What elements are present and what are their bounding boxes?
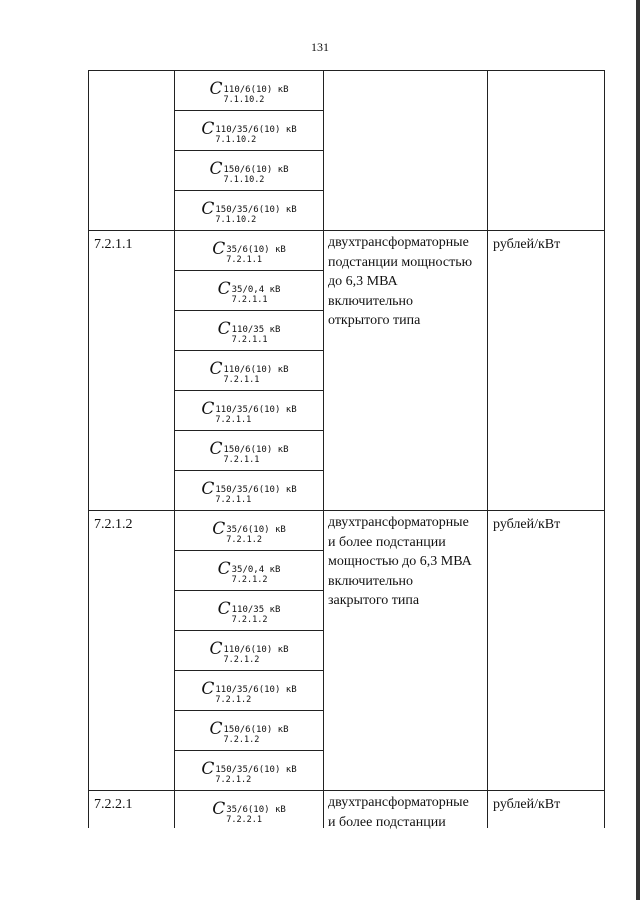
formula-symbol: C [209, 719, 223, 739]
formula-tariff-coefficient [175, 755, 323, 785]
formula-indices [223, 725, 288, 745]
formula-cell-border [174, 350, 324, 351]
formula-cell-border [174, 430, 324, 431]
row-code: 7.2.1.2 [94, 517, 133, 532]
formula-symbol: C [201, 679, 215, 699]
formula-indices [215, 765, 296, 785]
formula-tariff-coefficient [175, 235, 323, 265]
row-unit: рублей/кВт [493, 517, 561, 532]
formula-symbol: C [217, 279, 231, 299]
formula-symbol: C [209, 159, 223, 179]
formula-superscript: 35/6(10) кВ [226, 525, 286, 535]
formula-indices [232, 605, 281, 625]
formula-superscript: 150/35/6(10) кВ [215, 765, 297, 775]
formula-tariff-coefficient [175, 715, 323, 745]
row-description: двухтрансформаторные и более подстанции мощностью до 6,3 МВА включительно закрытого типа [328, 515, 472, 608]
formula-superscript: 150/6(10) кВ [223, 165, 289, 175]
formula-subscript: 7.2.1.1 [215, 415, 252, 425]
formula-indices [223, 445, 288, 465]
row-unit: рублей/кВт [493, 237, 561, 252]
formula-cell-border [174, 310, 324, 311]
formula-indices [223, 645, 288, 665]
formula-tariff-coefficient [175, 115, 323, 145]
formula-tariff-coefficient [175, 395, 323, 425]
formula-symbol: C [217, 599, 231, 619]
row-description: двухтрансформаторные подстанции мощностью до 6,3 МВА включительно открытого типа [328, 235, 473, 328]
formula-indices [223, 165, 288, 185]
formula-subscript: 7.1.10.2 [223, 95, 265, 105]
formula-subscript: 7.2.1.1 [231, 335, 268, 345]
formula-tariff-coefficient [175, 635, 323, 665]
formula-subscript: 7.2.1.2 [215, 775, 252, 785]
formula-symbol: C [209, 439, 223, 459]
formula-tariff-coefficient [175, 315, 323, 345]
row-code: 7.2.1.1 [94, 237, 133, 252]
page-number: 131 [311, 40, 329, 54]
formula-superscript: 110/35 кВ [231, 325, 281, 335]
formula-symbol: C [209, 79, 223, 99]
formula-superscript: 35/6(10) кВ [226, 245, 286, 255]
formula-subscript: 7.1.10.2 [215, 135, 257, 145]
formula-indices [232, 325, 281, 345]
formula-indices [223, 365, 288, 385]
formula-indices [232, 565, 281, 585]
formula-cell-border [174, 390, 324, 391]
formula-tariff-coefficient [175, 475, 323, 505]
formula-superscript: 110/35 кВ [231, 605, 281, 615]
formula-subscript: 7.2.2.1 [226, 815, 263, 825]
formula-subscript: 7.2.1.2 [223, 655, 260, 665]
formula-tariff-coefficient [175, 515, 323, 545]
formula-symbol: C [201, 199, 215, 219]
row-description: двухтрансформаторные и более подстанции [328, 795, 469, 830]
formula-symbol: C [212, 519, 226, 539]
formula-symbol: C [201, 759, 215, 779]
formula-subscript: 7.2.1.2 [226, 535, 263, 545]
formula-subscript: 7.2.1.2 [231, 575, 268, 585]
formula-symbol: C [212, 799, 226, 819]
formula-symbol: C [217, 319, 231, 339]
formula-symbol: C [201, 119, 215, 139]
column-border [88, 70, 89, 828]
formula-indices [232, 285, 281, 305]
formula-subscript: 7.1.10.2 [215, 215, 257, 225]
row-border [88, 230, 605, 231]
formula-tariff-coefficient [175, 795, 323, 825]
formula-subscript: 7.2.1.1 [231, 295, 268, 305]
formula-superscript: 35/6(10) кВ [226, 805, 286, 815]
formula-indices [223, 85, 288, 105]
formula-tariff-coefficient [175, 555, 323, 585]
column-border [487, 70, 488, 828]
formula-symbol: C [212, 239, 226, 259]
formula-tariff-coefficient [175, 435, 323, 465]
formula-indices [226, 805, 286, 825]
formula-symbol: C [217, 559, 231, 579]
formula-superscript: 35/0,4 кВ [231, 285, 281, 295]
scan-edge-right [636, 0, 640, 900]
formula-cell-border [174, 590, 324, 591]
formula-cell-border [174, 710, 324, 711]
formula-indices [226, 525, 286, 545]
formula-subscript: 7.2.1.2 [231, 615, 268, 625]
formula-superscript: 110/6(10) кВ [223, 645, 289, 655]
formula-cell-border [174, 630, 324, 631]
row-border [88, 790, 605, 791]
formula-subscript: 7.2.1.1 [226, 255, 263, 265]
formula-cell-border [174, 670, 324, 671]
formula-subscript: 7.2.1.1 [215, 495, 252, 505]
formula-superscript: 110/35/6(10) кВ [215, 405, 297, 415]
formula-tariff-coefficient [175, 595, 323, 625]
formula-tariff-coefficient [175, 195, 323, 225]
formula-indices [215, 125, 296, 145]
formula-subscript: 7.1.10.2 [223, 175, 265, 185]
formula-symbol: C [201, 399, 215, 419]
row-unit: рублей/кВт [493, 797, 561, 812]
formula-indices [215, 485, 296, 505]
formula-tariff-coefficient [175, 155, 323, 185]
formula-cell-border [174, 190, 324, 191]
formula-superscript: 110/35/6(10) кВ [215, 125, 297, 135]
formula-superscript: 150/35/6(10) кВ [215, 205, 297, 215]
formula-superscript: 110/6(10) кВ [223, 365, 289, 375]
column-border [323, 70, 324, 828]
column-border [604, 70, 605, 828]
formula-indices [215, 405, 296, 425]
formula-tariff-coefficient [175, 75, 323, 105]
formula-superscript: 110/35/6(10) кВ [215, 685, 297, 695]
formula-subscript: 7.2.1.2 [223, 735, 260, 745]
formula-indices [215, 205, 296, 225]
formula-indices [215, 685, 296, 705]
formula-symbol: C [209, 359, 223, 379]
formula-tariff-coefficient [175, 275, 323, 305]
formula-cell-border [174, 470, 324, 471]
formula-cell-border [174, 150, 324, 151]
formula-cell-border [174, 110, 324, 111]
formula-subscript: 7.2.1.2 [215, 695, 252, 705]
row-code: 7.2.2.1 [94, 797, 133, 812]
formula-cell-border [174, 750, 324, 751]
formula-cell-border [174, 270, 324, 271]
formula-tariff-coefficient [175, 675, 323, 705]
formula-cell-border [174, 550, 324, 551]
table-top-border [88, 70, 605, 71]
formula-subscript: 7.2.1.1 [223, 375, 260, 385]
formula-subscript: 7.2.1.1 [223, 455, 260, 465]
formula-superscript: 150/6(10) кВ [223, 725, 289, 735]
formula-tariff-coefficient [175, 355, 323, 385]
formula-symbol: C [209, 639, 223, 659]
formula-indices [226, 245, 286, 265]
row-border [88, 510, 605, 511]
formula-symbol: C [201, 479, 215, 499]
formula-superscript: 110/6(10) кВ [223, 85, 289, 95]
formula-superscript: 35/0,4 кВ [231, 565, 281, 575]
formula-superscript: 150/6(10) кВ [223, 445, 289, 455]
formula-superscript: 150/35/6(10) кВ [215, 485, 297, 495]
